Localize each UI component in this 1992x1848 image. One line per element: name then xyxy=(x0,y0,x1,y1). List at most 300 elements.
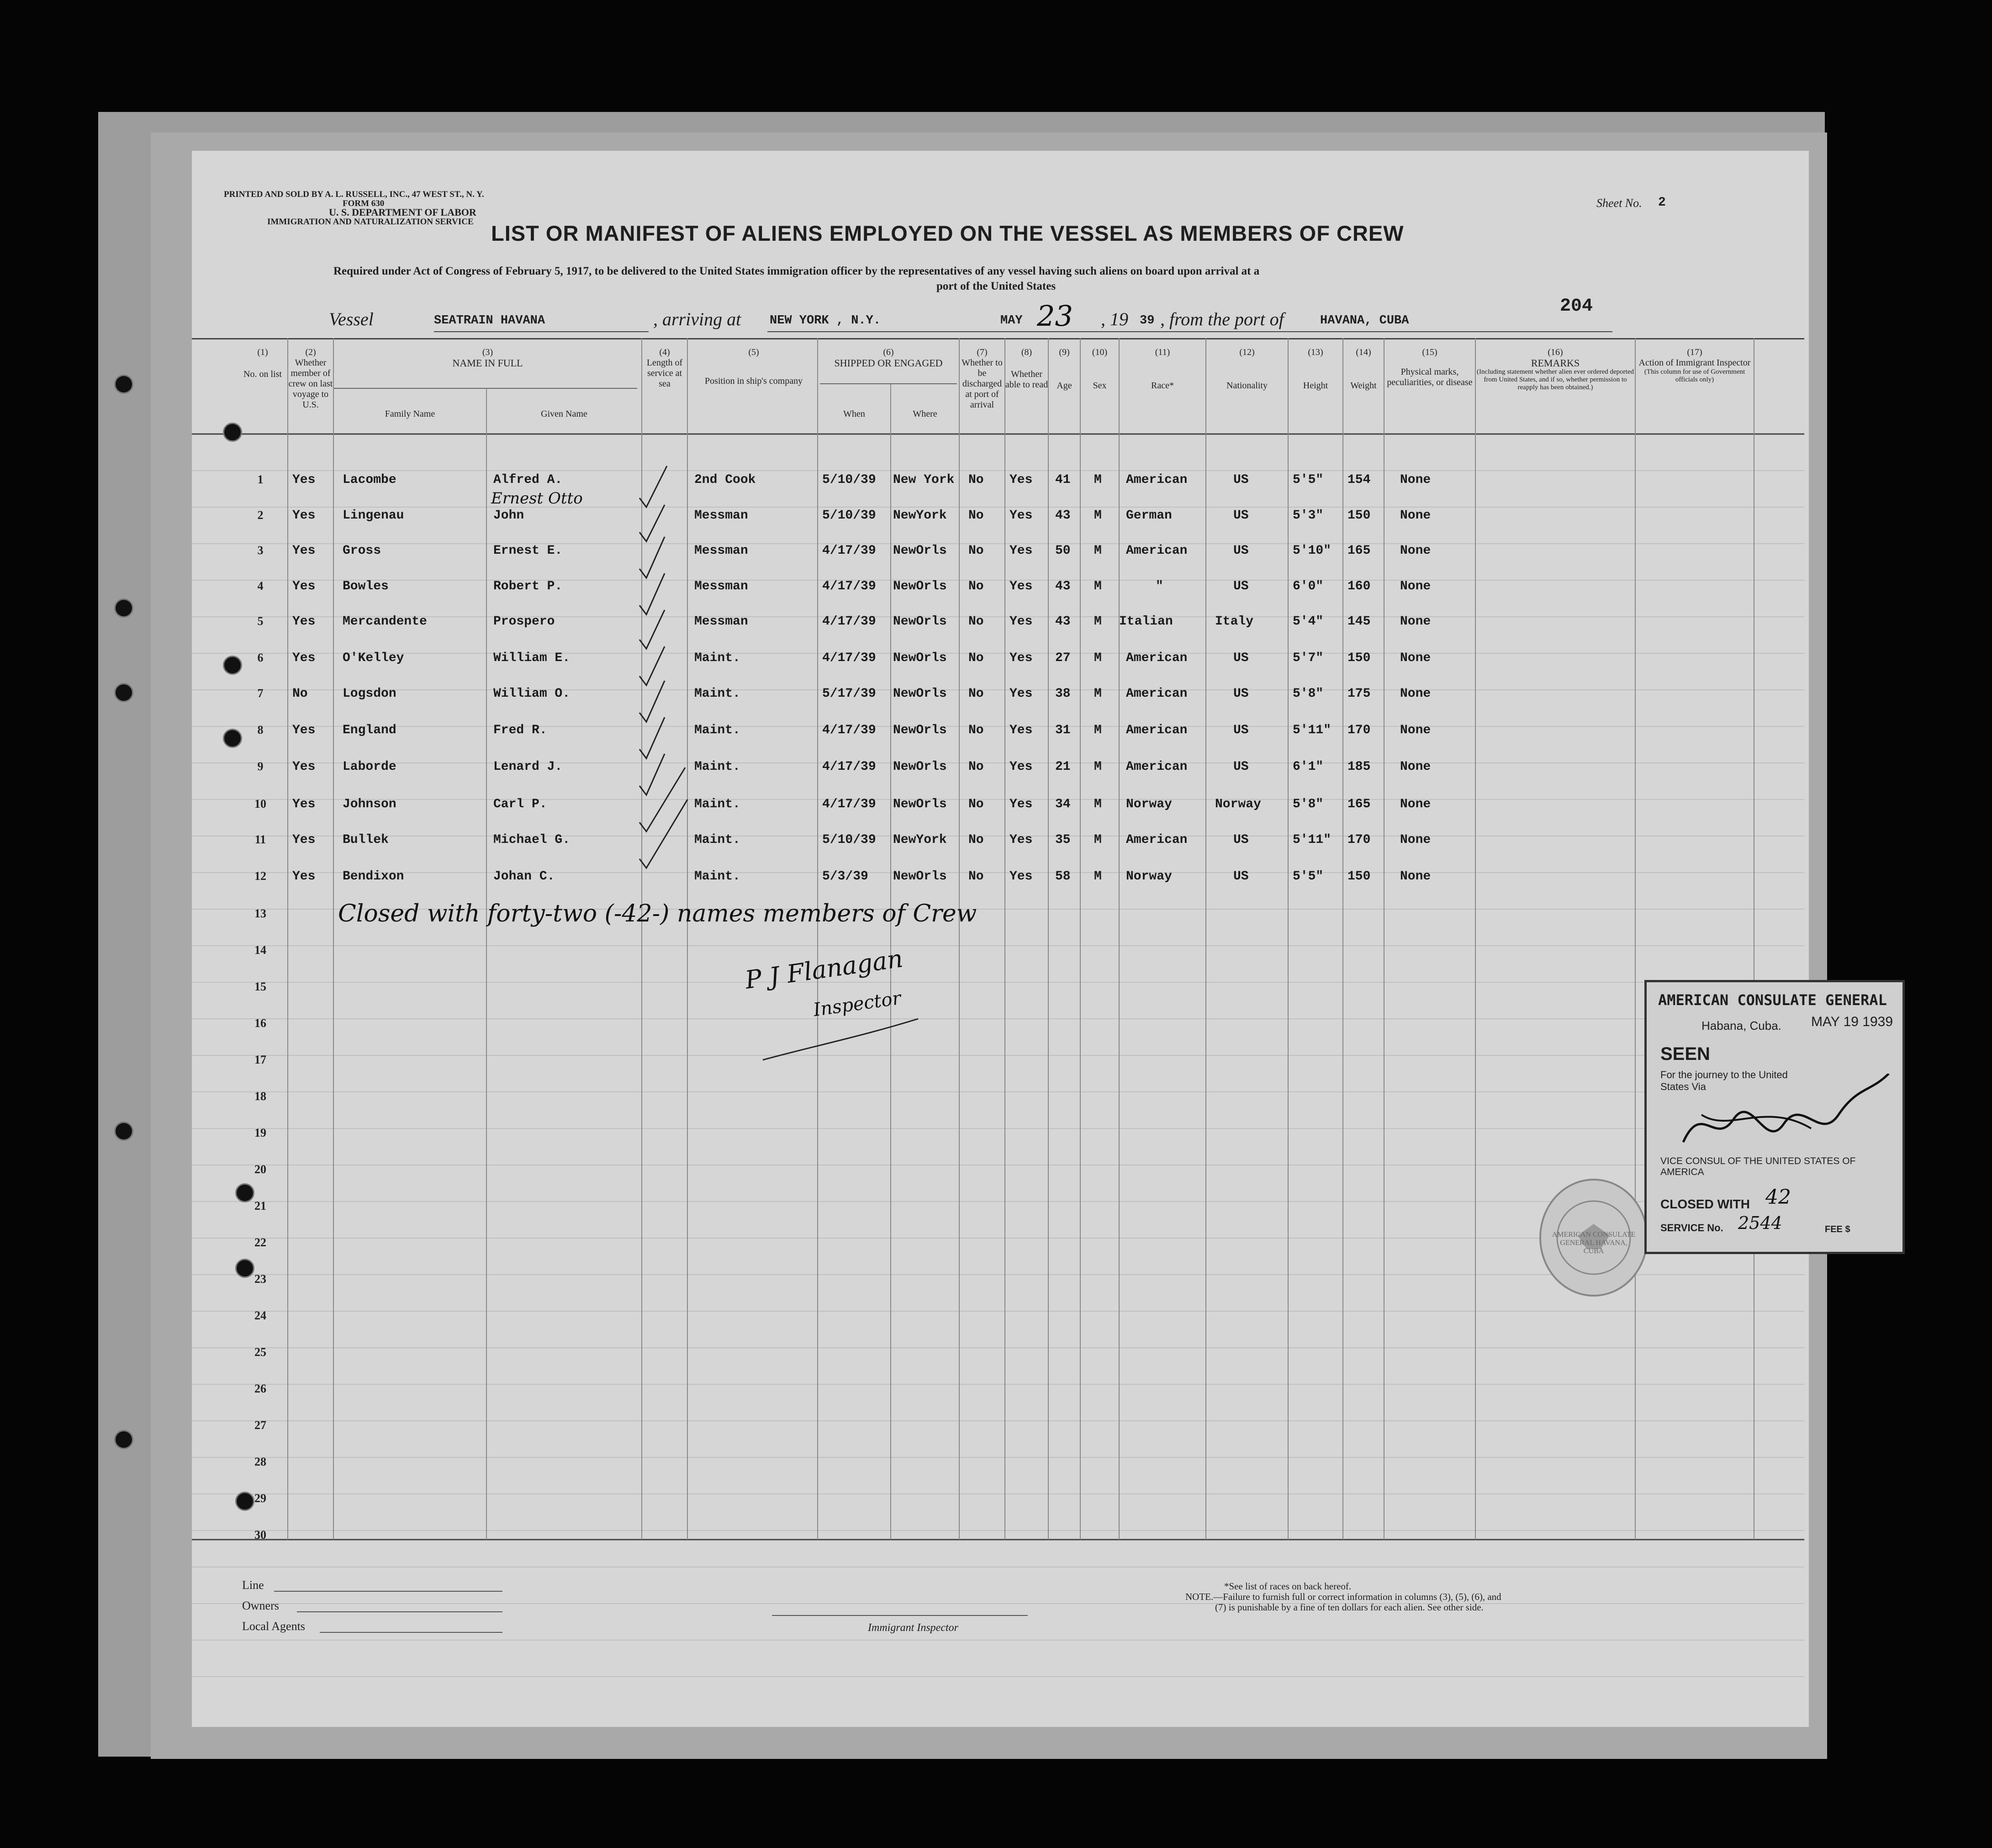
weight: 170 xyxy=(1347,723,1371,737)
position: Maint. xyxy=(694,760,740,774)
weight: 185 xyxy=(1347,760,1371,774)
table-row xyxy=(192,468,1804,505)
arrival-day: 23 xyxy=(1037,299,1073,333)
discharged: No xyxy=(968,508,984,523)
physical-marks: None xyxy=(1400,614,1431,629)
row-number: 2 xyxy=(257,508,264,522)
consulate-seal xyxy=(1539,1179,1648,1297)
vessel-name: SEATRAIN HAVANA xyxy=(434,314,545,328)
table-row xyxy=(192,793,1804,829)
race: Italian xyxy=(1119,614,1173,629)
sex: M xyxy=(1094,508,1102,523)
sheet-label: Sheet No. xyxy=(1596,196,1642,210)
sex: M xyxy=(1094,797,1102,811)
position: Maint. xyxy=(694,687,740,701)
physical-marks: None xyxy=(1400,579,1431,593)
height: 5'11" xyxy=(1293,723,1332,737)
binder-hole xyxy=(235,1183,254,1202)
able-to-read: Yes xyxy=(1009,651,1033,665)
physical-marks: None xyxy=(1400,797,1431,811)
weight: 150 xyxy=(1347,651,1371,665)
shipped-where: NewOrls xyxy=(893,579,947,593)
col1-num: (1) xyxy=(257,347,268,357)
nationality: US xyxy=(1233,651,1249,665)
row-number: 13 xyxy=(254,907,266,920)
discharged: No xyxy=(968,473,984,487)
shipped-when: 4/17/39 xyxy=(822,797,876,811)
last-voyage: Yes xyxy=(292,760,316,774)
col6-label: SHIPPED OR ENGAGED xyxy=(834,357,943,369)
row-number: 21 xyxy=(254,1199,266,1213)
col10-header xyxy=(1080,347,1119,391)
weight: 165 xyxy=(1347,797,1371,811)
last-voyage: Yes xyxy=(292,797,316,811)
shipped-when: 5/10/39 xyxy=(822,508,876,523)
family-name: Lacombe xyxy=(343,473,396,487)
position: Maint. xyxy=(694,869,740,884)
position: Maint. xyxy=(694,797,740,811)
nationality: US xyxy=(1233,760,1249,774)
family-name: Bullek xyxy=(343,833,389,847)
height: 6'0" xyxy=(1293,579,1324,593)
given-name: William E. xyxy=(493,651,571,665)
footer-line-rule xyxy=(274,1591,502,1592)
physical-marks: None xyxy=(1400,833,1431,847)
discharged: No xyxy=(968,687,984,701)
last-voyage: Yes xyxy=(292,614,316,629)
last-voyage: Yes xyxy=(292,833,316,847)
stamp-seen: SEEN xyxy=(1660,1044,1710,1064)
sex: M xyxy=(1094,614,1102,629)
service-check-marks xyxy=(621,434,703,891)
row-number: 15 xyxy=(254,980,266,993)
list-number: 204 xyxy=(1560,296,1593,317)
position: Maint. xyxy=(694,651,740,665)
table-row xyxy=(192,755,1804,792)
vessel-label: Vessel xyxy=(329,309,374,329)
row-number: 20 xyxy=(254,1163,266,1176)
row-number: 19 xyxy=(254,1126,266,1139)
col8-header xyxy=(1005,347,1048,390)
col16-note: (Including statement whether alien ever ordered deported from United States, and if so, whether permission to reapply has been obtained.) xyxy=(1476,368,1634,391)
row-number: 11 xyxy=(254,833,266,846)
stamp-service-value: 2544 xyxy=(1738,1213,1782,1233)
seal-text: AMERICAN CONSULATE GENERAL HAVANA, CUBA xyxy=(1552,1231,1636,1255)
last-voyage: Yes xyxy=(292,723,316,737)
col15-label: Physical marks, peculiarities, or disease xyxy=(1387,367,1473,387)
row-number: 16 xyxy=(254,1017,266,1030)
nationality: Norway xyxy=(1215,797,1261,811)
last-voyage: Yes xyxy=(292,651,316,665)
sex: M xyxy=(1094,760,1102,774)
position: Maint. xyxy=(694,723,740,737)
table-row xyxy=(192,719,1804,755)
discharged: No xyxy=(968,797,984,811)
footer-inspector-label: Immigrant Inspector xyxy=(868,1622,958,1634)
weight: 150 xyxy=(1347,869,1371,884)
col3-label: NAME IN FULL xyxy=(452,357,523,369)
physical-marks: None xyxy=(1400,687,1431,701)
row-number: 8 xyxy=(257,723,264,736)
col10-num: (10) xyxy=(1092,347,1108,357)
given-name: William O. xyxy=(493,687,571,701)
weight: 160 xyxy=(1347,579,1371,593)
stamp-fee-label: FEE $ xyxy=(1825,1224,1850,1234)
inspector-signature-rule xyxy=(772,1615,1028,1616)
physical-marks: None xyxy=(1400,651,1431,665)
last-voyage: Yes xyxy=(292,579,316,593)
physical-marks: None xyxy=(1400,544,1431,558)
position: Messman xyxy=(694,544,748,558)
family-name: England xyxy=(343,723,396,737)
subtitle-line-1: Required under Act of Congress of February 5, 1917, to be delivered to the United States immigration officer by the representatives of any vessel having such aliens on board upon arrival at a xyxy=(333,265,1260,277)
able-to-read: Yes xyxy=(1009,687,1033,701)
col5-header xyxy=(690,347,818,387)
footer-owners-label: Owners xyxy=(242,1599,279,1612)
family-name: Johnson xyxy=(343,797,396,811)
row-number: 3 xyxy=(257,544,264,557)
nationality: US xyxy=(1233,869,1249,884)
shipped-when: 4/17/39 xyxy=(822,760,876,774)
row-number: 24 xyxy=(254,1309,266,1322)
table-row xyxy=(192,610,1804,646)
row-number: 6 xyxy=(257,651,264,664)
col1-label: No. on list xyxy=(243,369,282,379)
col9-header xyxy=(1048,347,1080,391)
stamp-vice-consul: VICE CONSUL OF THE UNITED STATES OF AMERICA xyxy=(1660,1156,1856,1177)
row-number: 12 xyxy=(254,869,266,883)
family-name: Laborde xyxy=(343,760,396,774)
col14-num: (14) xyxy=(1356,347,1371,357)
binder-hole xyxy=(114,598,133,618)
position: Messman xyxy=(694,508,748,523)
service: IMMIGRATION AND NATURALIZATION SERVICE xyxy=(267,217,474,227)
col8-num: (8) xyxy=(1021,347,1032,357)
col5-label: Position in ship's company xyxy=(704,376,803,386)
binder-hole xyxy=(114,1430,133,1449)
shipped-where: NewOrls xyxy=(893,869,947,884)
col4-num: (4) xyxy=(659,347,670,357)
nationality: US xyxy=(1233,723,1249,737)
physical-marks: None xyxy=(1400,723,1431,737)
shipped-where: NewOrls xyxy=(893,723,947,737)
col15-num: (15) xyxy=(1422,347,1437,357)
nationality: Italy xyxy=(1215,614,1254,629)
table-row xyxy=(192,865,1804,901)
sex: M xyxy=(1094,869,1102,884)
sex: M xyxy=(1094,833,1102,847)
row-number: 26 xyxy=(254,1382,266,1395)
given-name: Ernest E. xyxy=(493,544,563,558)
race: American xyxy=(1126,760,1188,774)
col5-num: (5) xyxy=(748,347,759,357)
binder-hole xyxy=(223,656,242,675)
age: 21 xyxy=(1055,760,1071,774)
vice-consul-signature xyxy=(1674,1074,1893,1165)
inspector-signature: P J Flanagan xyxy=(743,944,905,995)
shipped-where: NewOrls xyxy=(893,797,947,811)
row-number: 10 xyxy=(254,797,266,810)
consulate-stamp xyxy=(1644,980,1905,1254)
col9-label: Age xyxy=(1057,381,1072,391)
physical-marks: None xyxy=(1400,760,1431,774)
arrival-month: MAY xyxy=(1000,314,1023,328)
col17-note: (This column for use of Government officials only) xyxy=(1644,368,1745,383)
weight: 150 xyxy=(1347,508,1371,523)
weight: 145 xyxy=(1347,614,1371,629)
row-number: 9 xyxy=(257,760,264,773)
age: 50 xyxy=(1055,544,1071,558)
shipped-where: NewOrls xyxy=(893,760,947,774)
nationality: US xyxy=(1233,544,1249,558)
col4-header xyxy=(642,347,687,389)
footer-races-note: *See list of races on back hereof. xyxy=(1224,1581,1352,1592)
table-row xyxy=(192,575,1804,611)
table-row xyxy=(192,682,1804,719)
last-voyage: Yes xyxy=(292,473,316,487)
height: 6'1" xyxy=(1293,760,1324,774)
binder-hole xyxy=(114,683,133,702)
col16-label: REMARKS xyxy=(1531,357,1580,369)
age: 34 xyxy=(1055,797,1071,811)
page-title: LIST OR MANIFEST OF ALIENS EMPLOYED ON THE VESSEL AS MEMBERS OF CREW xyxy=(491,221,1404,245)
physical-marks: None xyxy=(1400,869,1431,884)
weight: 175 xyxy=(1347,687,1371,701)
nationality: US xyxy=(1233,579,1249,593)
position: Messman xyxy=(694,614,748,629)
shipped-where: NewOrls xyxy=(893,651,947,665)
binder-hole xyxy=(235,1492,254,1511)
col6-header xyxy=(818,347,959,368)
height: 5'4" xyxy=(1293,614,1324,629)
col4-label: Length of service at sea xyxy=(646,358,683,389)
given-name: Michael G. xyxy=(493,833,571,847)
col2-header xyxy=(288,347,333,410)
age: 43 xyxy=(1055,614,1071,629)
shipped-when: 4/17/39 xyxy=(822,723,876,737)
arriving-label: , arriving at xyxy=(653,309,741,329)
physical-marks: None xyxy=(1400,473,1431,487)
age: 41 xyxy=(1055,473,1071,487)
able-to-read: Yes xyxy=(1009,614,1033,629)
col7-header xyxy=(959,347,1005,410)
physical-marks: None xyxy=(1400,508,1431,523)
given-name: Alfred A. xyxy=(493,473,563,487)
race: American xyxy=(1126,544,1188,558)
height: 5'5" xyxy=(1293,473,1324,487)
race: " xyxy=(1156,579,1163,593)
given-name: Robert P. xyxy=(493,579,563,593)
manifest-sheet xyxy=(192,151,1893,1727)
stamp-journey: For the journey to the United States Via xyxy=(1660,1069,1788,1092)
col16-num: (16) xyxy=(1548,347,1563,357)
given-name-correction: Ernest Otto xyxy=(491,489,583,508)
col2-num: (2) xyxy=(305,347,316,357)
discharged: No xyxy=(968,723,984,737)
sex: M xyxy=(1094,544,1102,558)
binder-hole xyxy=(114,1122,133,1141)
department: U. S. DEPARTMENT OF LABOR xyxy=(329,207,476,218)
sex: M xyxy=(1094,687,1102,701)
printer-line: PRINTED AND SOLD BY A. L. RUSSELL, INC., 47 WEST ST., N. Y. xyxy=(224,190,484,199)
able-to-read: Yes xyxy=(1009,544,1033,558)
shipped-where: NewOrls xyxy=(893,544,947,558)
binder-hole xyxy=(114,375,133,394)
row-number: 28 xyxy=(254,1455,266,1468)
family-name: O'Kelley xyxy=(343,651,404,665)
arriving-port: NEW YORK , N.Y. xyxy=(770,314,881,328)
able-to-read: Yes xyxy=(1009,760,1033,774)
row-number: 29 xyxy=(254,1492,266,1505)
when-header: When xyxy=(843,409,865,419)
able-to-read: Yes xyxy=(1009,723,1033,737)
discharged: No xyxy=(968,579,984,593)
col7-label: Whether to be discharged at port of arrival xyxy=(962,358,1003,410)
signature-flourish xyxy=(758,1010,923,1064)
shipped-when: 4/17/39 xyxy=(822,579,876,593)
able-to-read: Yes xyxy=(1009,579,1033,593)
height: 5'3" xyxy=(1293,508,1324,523)
col9-num: (9) xyxy=(1059,347,1070,357)
col13-header xyxy=(1288,347,1343,391)
row-number: 25 xyxy=(254,1345,266,1359)
row-number: 22 xyxy=(254,1236,266,1249)
family-name: Bendixon xyxy=(343,869,404,884)
closing-note: Closed with forty-two (-42-) names members of Crew xyxy=(338,900,977,927)
family-name: Lingenau xyxy=(343,508,404,523)
height: 5'10" xyxy=(1293,544,1332,558)
height: 5'8" xyxy=(1293,687,1324,701)
row-number: 23 xyxy=(254,1272,266,1286)
discharged: No xyxy=(968,651,984,665)
position: Maint. xyxy=(694,833,740,847)
height: 5'7" xyxy=(1293,651,1324,665)
footer-note-2: (7) is punishable by a fine of ten dollars for each alien. See other side. xyxy=(1215,1602,1484,1613)
given-name: Carl P. xyxy=(493,797,547,811)
age: 38 xyxy=(1055,687,1071,701)
binder-hole xyxy=(235,1259,254,1278)
inspector-signature-title: Inspector xyxy=(812,987,903,1021)
col15-header xyxy=(1384,347,1475,388)
height: 5'5" xyxy=(1293,869,1324,884)
binder-hole xyxy=(223,423,242,442)
race: German xyxy=(1126,508,1172,523)
where-header: Where xyxy=(913,409,937,419)
stamp-header: AMERICAN CONSULATE GENERAL xyxy=(1658,991,1887,1009)
able-to-read: Yes xyxy=(1009,797,1033,811)
last-voyage: Yes xyxy=(292,869,316,884)
col11-label: Race* xyxy=(1151,381,1174,391)
weight: 165 xyxy=(1347,544,1371,558)
able-to-read: Yes xyxy=(1009,833,1033,847)
race: American xyxy=(1126,687,1188,701)
shipped-when: 4/17/39 xyxy=(822,614,876,629)
row-number: 7 xyxy=(257,687,264,700)
given-name: Johan C. xyxy=(493,869,555,884)
footer-owners-rule xyxy=(297,1611,502,1612)
discharged: No xyxy=(968,760,984,774)
able-to-read: Yes xyxy=(1009,473,1033,487)
weight: 170 xyxy=(1347,833,1371,847)
col17-label: Action of Immigrant Inspector xyxy=(1638,358,1751,368)
arrival-year: 39 xyxy=(1140,314,1155,328)
discharged: No xyxy=(968,869,984,884)
subtitle-line-2: port of the United States xyxy=(936,280,1056,292)
last-voyage: Yes xyxy=(292,508,316,523)
family-name: Logsdon xyxy=(343,687,396,701)
position: 2nd Cook xyxy=(694,473,756,487)
year-prefix: , 19 xyxy=(1101,309,1128,329)
race: American xyxy=(1126,651,1188,665)
from-label: , from the port of xyxy=(1160,309,1284,329)
shipped-where: NewYork xyxy=(893,833,947,847)
age: 58 xyxy=(1055,869,1071,884)
shipped-where: NewOrls xyxy=(893,614,947,629)
shipped-where: New York xyxy=(893,473,955,487)
shipped-when: 5/10/39 xyxy=(822,473,876,487)
stamp-closed-with-value: 42 xyxy=(1765,1186,1791,1209)
row-number: 1 xyxy=(257,473,264,486)
col12-num: (12) xyxy=(1239,347,1255,357)
table-row xyxy=(192,539,1804,576)
form-number: FORM 630 xyxy=(343,199,385,208)
stamp-city: Habana, Cuba. xyxy=(1701,1019,1781,1033)
table-row xyxy=(192,828,1804,865)
nationality: US xyxy=(1233,833,1249,847)
col12-label: Nationality xyxy=(1226,381,1268,391)
given-name: Prospero xyxy=(493,614,555,629)
family-name-header: Family Name xyxy=(385,409,435,419)
able-to-read: Yes xyxy=(1009,508,1033,523)
row-number: 5 xyxy=(257,614,264,628)
shipped-when: 5/17/39 xyxy=(822,687,876,701)
shipped-where: NewOrls xyxy=(893,687,947,701)
discharged: No xyxy=(968,544,984,558)
discharged: No xyxy=(968,833,984,847)
row-number: 18 xyxy=(254,1090,266,1103)
age: 43 xyxy=(1055,508,1071,523)
sex: M xyxy=(1094,473,1102,487)
col14-header xyxy=(1343,347,1384,391)
able-to-read: Yes xyxy=(1009,869,1033,884)
col17-num: (17) xyxy=(1687,347,1702,357)
age: 31 xyxy=(1055,723,1071,737)
sex: M xyxy=(1094,579,1102,593)
race: Norway xyxy=(1126,869,1172,884)
sex: M xyxy=(1094,651,1102,665)
col17-header xyxy=(1635,347,1754,384)
race: Norway xyxy=(1126,797,1172,811)
col3-header xyxy=(333,347,642,368)
col6-num: (6) xyxy=(883,347,894,357)
shipped-when: 5/3/39 xyxy=(822,869,868,884)
footer-line-label: Line xyxy=(242,1578,264,1592)
stamp-date: MAY 19 1939 xyxy=(1811,1014,1893,1029)
family-name: Mercandente xyxy=(343,614,427,629)
weight: 154 xyxy=(1347,473,1371,487)
footer-note-1: NOTE.—Failure to furnish full or correct information in columns (3), (5), (6), and xyxy=(1185,1591,1501,1602)
col11-num: (11) xyxy=(1155,347,1170,357)
given-name-header: Given Name xyxy=(541,409,587,419)
given-name: Fred R. xyxy=(493,723,547,737)
col16-header xyxy=(1475,347,1635,392)
position: Messman xyxy=(694,579,748,593)
race: American xyxy=(1126,473,1188,487)
sheet-number: 2 xyxy=(1658,196,1666,210)
age: 27 xyxy=(1055,651,1071,665)
race: American xyxy=(1126,833,1188,847)
from-port: HAVANA, CUBA xyxy=(1320,314,1409,328)
